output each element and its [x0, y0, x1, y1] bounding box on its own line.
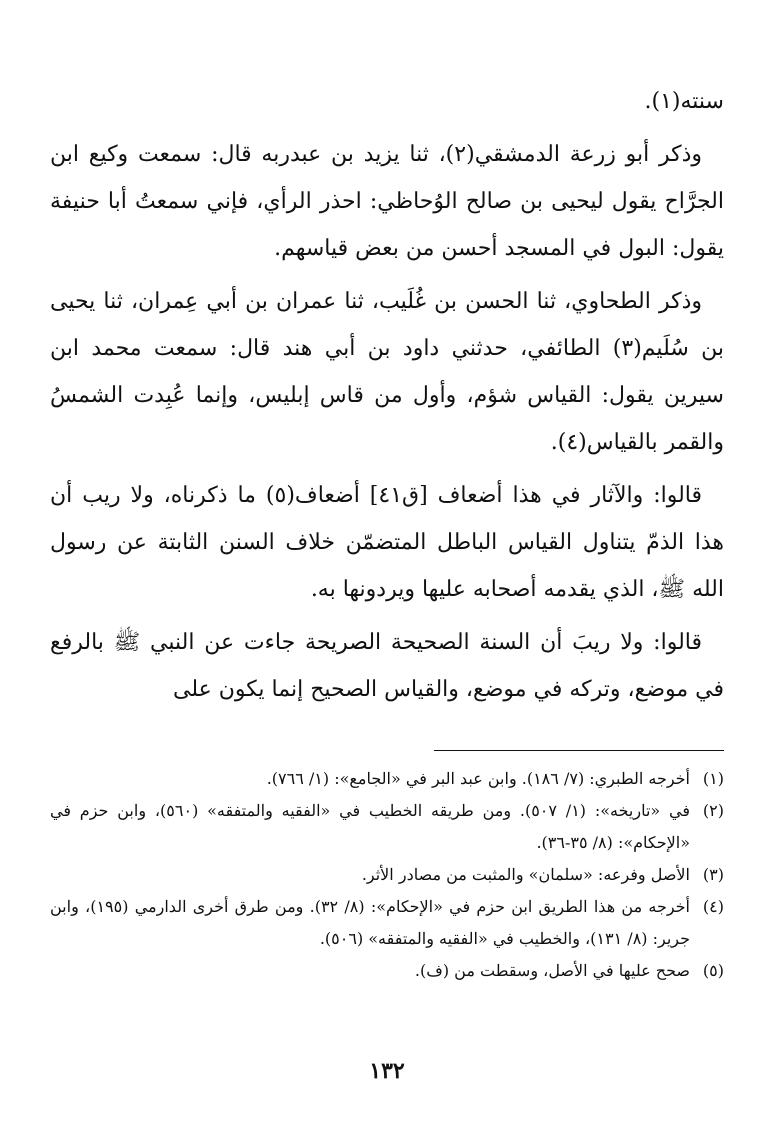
paragraph: سنته(١).	[644, 89, 724, 114]
main-text	[50, 78, 724, 713]
footnote-text: الأصل وفرعه: «سلمان» والمثبت من مصادر الأثر.	[361, 865, 690, 884]
paragraph: وذكر أبو زرعة الدمشقي(٢)، ثنا يزيد بن عبدربه قال: سمعت وكيع ابن الجرَّاح يقول ليحيى بن صالح الوُحاظي: احذر الرأي، فإني سمعتُ أبا حنيفة يقول: البول في المسجد أحسن من بعض قياسهم.	[50, 142, 724, 261]
footnote-text: أخرجه الطبري: (٧/ ١٨٦). وابن عبد البر في «الجامع»: (١/ ٧٦٦).	[266, 769, 690, 788]
footnote-text: صحح عليها في الأصل، وسقطت من (ف).	[414, 961, 690, 980]
paragraph: قالوا: ولا ريبَ أن السنة الصحيحة الصريحة جاءت عن النبي ﷺ بالرفع في موضع، وتركه في موضع، والقياس الصحيح إنما يكون على	[50, 630, 724, 702]
footnote	[50, 795, 724, 859]
footnote-number: (١)	[702, 769, 724, 788]
footnote	[50, 891, 724, 955]
footnote-divider	[434, 750, 724, 751]
footnote-text: في «تاريخه»: (١/ ٥٠٧). ومن طريقه الخطيب في «الفقيه والمتفقه» (٥٦٠)، وابن حزم في «الإحكام»: (٨/ ٣٥-٣٦).	[50, 801, 691, 852]
paragraph: قالوا: والآثار في هذا أضعاف [ق٤١] أضعاف(٥) ما ذكرناه، ولا ريب أن هذا الذمّ يتناول القياس الباطل المتضمّن خلاف السنن الثابتة عن رسول الله ﷺ، الذي يقدمه أصحابه عليها ويردونها به.	[50, 483, 724, 602]
footnote-number: (٤)	[702, 897, 724, 916]
footnote-number: (٣)	[702, 865, 724, 884]
footnote	[50, 859, 724, 891]
paragraph: وذكر الطحاوي، ثنا الحسن بن غُلَيب، ثنا عمران بن أبي عِمران، ثنا يحيى بن سُلَيم(٣) الطائفي، حدثني داود بن أبي هند قال: سمعت محمد ابن سيرين يقول: القياس شؤم، وأول من قاس إبليس، وإنما عُبِدت الشمسُ والقمر بالقياس(٤).	[50, 289, 725, 455]
footnotes	[50, 750, 724, 987]
footnote-text: أخرجه من هذا الطريق ابن حزم في «الإحكام»: (٨/ ٣٢). ومن طرق أخرى الدارمي (١٩٥)، وابن جرير: (٨/ ١٣١)، والخطيب في «الفقيه والمتفقه» (٥٠٦).	[50, 897, 691, 948]
page-number: ١٣٢	[369, 1058, 405, 1084]
footnote-number: (٥)	[702, 961, 724, 980]
footnote	[50, 763, 724, 795]
footnote	[50, 955, 724, 987]
footnote-number: (٢)	[702, 801, 724, 820]
